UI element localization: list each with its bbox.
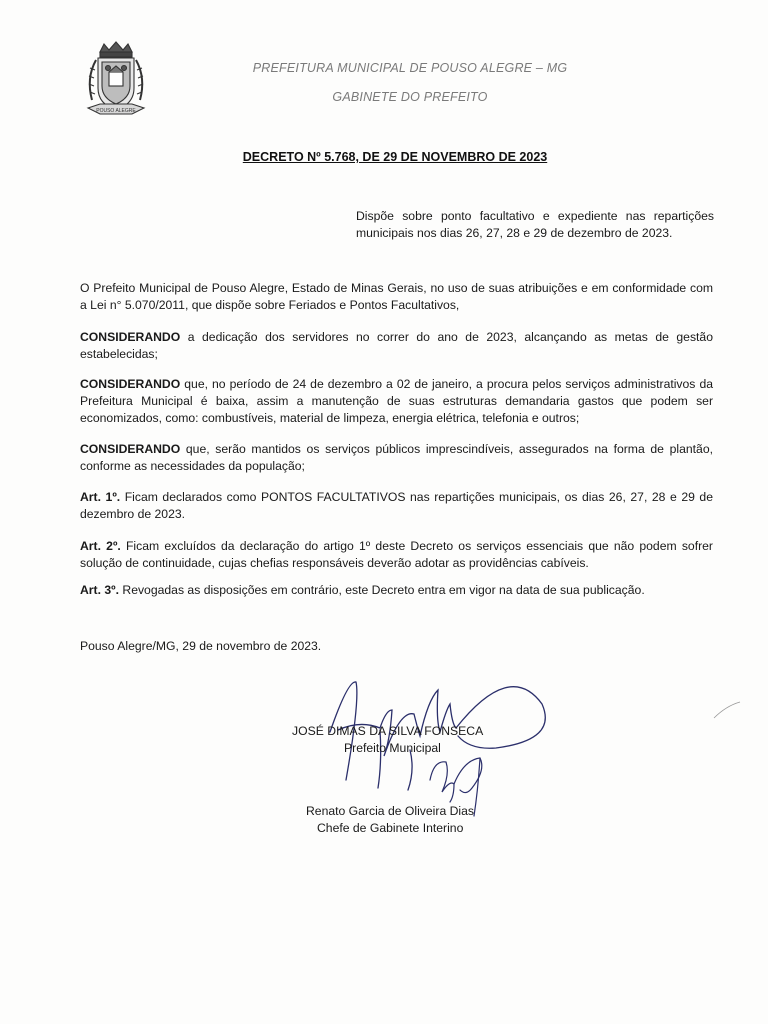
article-3 bbox=[80, 582, 713, 599]
signature-1-name: JOSÉ DIMAS DA SILVA FONSECA bbox=[292, 724, 484, 738]
signature-2-name: Renato Garcia de Oliveira Dias bbox=[306, 804, 474, 818]
considerando-label: CONSIDERANDO bbox=[80, 442, 181, 456]
article-1-text: Ficam declarados como PONTOS FACULTATIVOS nas repartições municipais, os dias 26, 27, 28 e 29 de dezembro de 2023. bbox=[80, 490, 713, 521]
place-date: Pouso Alegre/MG, 29 de novembro de 2023. bbox=[80, 639, 322, 653]
preamble: O Prefeito Municipal de Pouso Alegre, Estado de Minas Gerais, no uso de suas atribuições e em conformidade com a Lei n° 5.070/2011, que dispõe sobre Feriados e Pontos Facultativos, bbox=[80, 281, 713, 312]
header-department: GABINETE DO PREFEITO bbox=[332, 90, 488, 104]
coat-of-arms-icon bbox=[78, 38, 154, 120]
considerando-3-text: que, serão mantidos os serviços públicos imprescindíveis, assegurados na forma de plantão, conforme as necessidades da população; bbox=[80, 442, 713, 473]
article-1 bbox=[80, 489, 713, 523]
considerando-label: CONSIDERANDO bbox=[80, 377, 181, 391]
considerando-1-text: a dedicação dos servidores no correr do ano de 2023, alcançando as metas de gestão estabelecidas; bbox=[80, 330, 713, 361]
decree-title: DECRETO Nº 5.768, DE 29 DE NOVEMBRO DE 2023 bbox=[242, 150, 548, 164]
decree-ementa: Dispõe sobre ponto facultativo e expediente nas repartições municipais nos dias 26, 27, 28 e 29 de dezembro de 2023. bbox=[356, 209, 714, 240]
considerando-3 bbox=[80, 441, 713, 475]
pen-mark-icon bbox=[712, 700, 742, 720]
considerando-2-text: que, no período de 24 de dezembro a 02 de janeiro, a procura pelos serviços administrativos da Prefeitura Municipal é baixa, assim a manutenção de suas estruturas demandaria gastos que podem ser economizados, como: combustíveis, material de limpeza, energia elétrica, telefonia e outros; bbox=[80, 377, 713, 425]
article-2-text: Ficam excluídos da declaração do artigo 1º deste Decreto os serviços essenciais que não podem sofrer solução de continuidade, cujas chefias responsáveis deverão adotar as providências cabíveis. bbox=[80, 539, 713, 570]
signature-2-role: Chefe de Gabinete Interino bbox=[317, 821, 464, 835]
signature-1-role: Prefeito Municipal bbox=[344, 741, 441, 755]
considerando-2 bbox=[80, 376, 713, 427]
article-2 bbox=[80, 538, 713, 572]
svg-text:POUSO ALEGRE: POUSO ALEGRE bbox=[96, 108, 136, 114]
article-1-label: Art. 1º. bbox=[80, 490, 121, 504]
considerando-label: CONSIDERANDO bbox=[80, 330, 181, 344]
article-3-label: Art. 3º. bbox=[80, 583, 119, 597]
header-institution: PREFEITURA MUNICIPAL DE POUSO ALEGRE – MG bbox=[252, 61, 568, 75]
article-3-text: Revogadas as disposições em contrário, este Decreto entra em vigor na data de sua publicação. bbox=[119, 583, 645, 597]
article-2-label: Art. 2º. bbox=[80, 539, 121, 553]
considerando-1 bbox=[80, 329, 713, 363]
